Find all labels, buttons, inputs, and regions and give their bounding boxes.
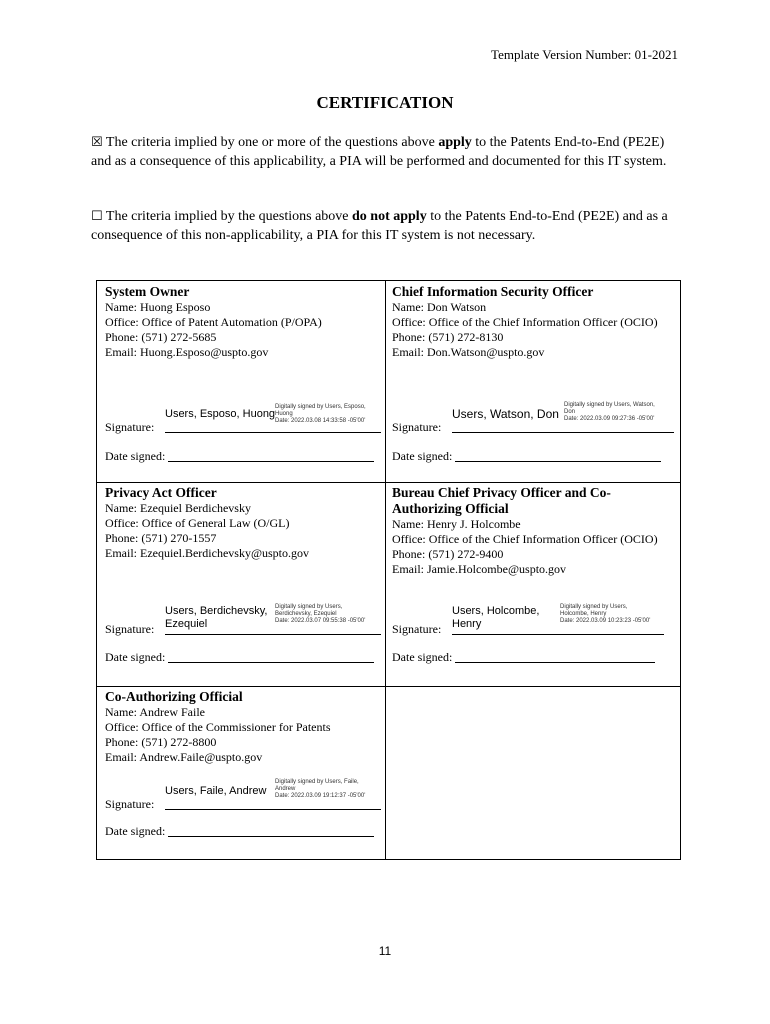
date-signed-row[interactable] (392, 650, 674, 665)
signer-name: Users, Esposo, Huong (165, 408, 276, 420)
date-signed-label: Date signed: (105, 824, 166, 838)
date-signed-row[interactable] (105, 449, 381, 464)
signer-name (452, 605, 539, 631)
signature-line (452, 432, 674, 433)
date-signed-line (455, 662, 655, 663)
date-signed-line (168, 836, 374, 837)
signer-name (165, 605, 268, 631)
signature-label: Signature: (392, 622, 442, 636)
digital-signature-line1: Digitally signed by Users, (275, 604, 343, 610)
digital-signature-line2: Holcombe, Henry (560, 611, 607, 617)
page-number: 11 (378, 944, 392, 958)
date-signed-label: Date signed: (105, 449, 166, 463)
official-name: Name: Andrew Faile (105, 705, 205, 719)
signer-name-line1: Users, Berdichevsky, (165, 605, 268, 617)
digital-signature-info (275, 604, 383, 625)
official-name: Name: Don Watson (392, 300, 487, 314)
signature-line (165, 634, 381, 635)
signature-table (96, 280, 681, 860)
role-title-line2: Authorizing Official (392, 501, 509, 516)
role-title: Co-Authorizing Official (105, 689, 243, 704)
digital-signature-date: Date: 2022.03.08 14:33:58 -05'00' (275, 418, 366, 424)
digital-signature-info (275, 779, 383, 800)
digital-signature-date: Date: 2022.03.09 09:27:36 -05'00' (564, 416, 655, 422)
signer-name-line2: Ezequiel (165, 618, 208, 630)
signature-label: Signature: (105, 797, 155, 811)
signature-block[interactable] (105, 776, 381, 812)
signature-label: Signature: (105, 420, 155, 434)
official-email: Email: Don.Watson@uspto.gov (392, 345, 545, 359)
digital-signature-date: Date: 2022.03.07 09:55:38 -05'00' (275, 618, 366, 624)
signature-line (165, 432, 381, 433)
column-divider (385, 281, 386, 859)
row-divider (97, 482, 680, 483)
role-title-line1: Bureau Chief Privacy Officer and Co- (392, 485, 611, 500)
digital-signature-line1: Digitally signed by Users, Faile, (275, 779, 359, 785)
official-name: Name: Ezequiel Berdichevsky (105, 501, 251, 515)
template-version: Template Version Number: 01-2021 (491, 47, 678, 62)
official-email: Email: Huong.Esposo@uspto.gov (105, 345, 269, 359)
digital-signature-info (560, 604, 668, 625)
digital-signature-date: Date: 2022.03.09 10:23:23 -05'00' (560, 618, 651, 624)
option-not-apply-text-before: The criteria implied by the questions above (105, 209, 349, 224)
official-office: Office: Office of the Commissioner for Patents (105, 720, 331, 734)
official-phone: Phone: (571) 272-8130 (392, 330, 504, 344)
date-signed-label: Date signed: (392, 650, 453, 664)
option-apply-emphasis: apply (438, 135, 472, 150)
official-name: Name: Huong Esposo (105, 300, 211, 314)
date-signed-line (168, 461, 374, 462)
official-office: Office: Office of General Law (O/GL) (105, 516, 290, 530)
official-phone: Phone: (571) 272-5685 (105, 330, 217, 344)
signer-name-line1: Users, Holcombe, (452, 605, 540, 617)
signature-line (452, 634, 664, 635)
official-name: Name: Henry J. Holcombe (392, 517, 521, 531)
digital-signature-line2: Berdichevsky, Ezequiel (275, 611, 337, 617)
date-signed-line (168, 662, 374, 663)
digital-signature-info (564, 402, 674, 423)
date-signed-row[interactable] (105, 824, 381, 839)
signer-name: Users, Faile, Andrew (165, 785, 267, 797)
digital-signature-info (275, 404, 383, 425)
signature-line (165, 809, 381, 810)
date-signed-line (455, 461, 661, 462)
official-office: Office: Office of the Chief Information Officer (OCIO) (392, 315, 658, 329)
signature-block[interactable] (105, 399, 381, 435)
signer-name: Users, Watson, Don (452, 407, 559, 421)
option-apply (91, 133, 681, 171)
signature-block[interactable] (392, 601, 674, 637)
official-phone: Phone: (571) 270-1557 (105, 531, 217, 545)
role-title: System Owner (105, 284, 190, 299)
date-signed-row[interactable] (105, 650, 381, 665)
official-email: Email: Ezequiel.Berdichevsky@uspto.gov (105, 546, 310, 560)
option-apply-text-before: The criteria implied by one or more of the questions above (105, 135, 435, 150)
digital-signature-line1: Digitally signed by Users, Watson, (564, 402, 655, 408)
checked-checkbox[interactable]: ☒ (91, 135, 103, 150)
role-title: Privacy Act Officer (105, 485, 217, 500)
signature-label: Signature: (105, 622, 155, 636)
option-not-apply-emphasis: do not apply (352, 209, 427, 224)
official-office: Office: Office of Patent Automation (P/OPA) (105, 315, 322, 329)
official-email: Email: Andrew.Faile@uspto.gov (105, 750, 263, 764)
date-signed-label: Date signed: (105, 650, 166, 664)
official-email: Email: Jamie.Holcombe@uspto.gov (392, 562, 567, 576)
digital-signature-date: Date: 2022.03.09 19:12:37 -05'00' (275, 793, 366, 799)
digital-signature-line2: Don (564, 409, 576, 415)
official-phone: Phone: (571) 272-8800 (105, 735, 217, 749)
digital-signature-line1: Digitally signed by Users, Esposo, (275, 404, 366, 410)
date-signed-label: Date signed: (392, 449, 453, 463)
signature-block[interactable] (392, 399, 674, 435)
row-divider (97, 686, 680, 687)
signature-label: Signature: (392, 420, 442, 434)
date-signed-row[interactable] (392, 449, 674, 464)
digital-signature-line1: Digitally signed by Users, (560, 604, 628, 610)
signer-name-line2: Henry (452, 618, 482, 630)
official-office: Office: Office of the Chief Information Officer (OCIO) (392, 532, 658, 546)
option-not-apply-text-after: to the Patents End-to-End (PE2E) and as a consequence of this non-applicability, a PIA for this IT system is not necessary. (91, 209, 668, 243)
option-not-apply (91, 207, 681, 245)
unchecked-checkbox[interactable]: ☐ (91, 209, 103, 224)
certification-title: CERTIFICATION (316, 93, 454, 112)
digital-signature-line2: Huong (275, 411, 293, 417)
signature-block[interactable] (105, 601, 381, 637)
option-apply-text-after: to the Patents End-to-End (PE2E) and as a consequence of this applicability, a PIA will be performed and documented for this IT system. (91, 135, 667, 169)
official-phone: Phone: (571) 272-9400 (392, 547, 504, 561)
digital-signature-line2: Andrew (275, 786, 296, 792)
role-title: Chief Information Security Officer (392, 284, 594, 299)
